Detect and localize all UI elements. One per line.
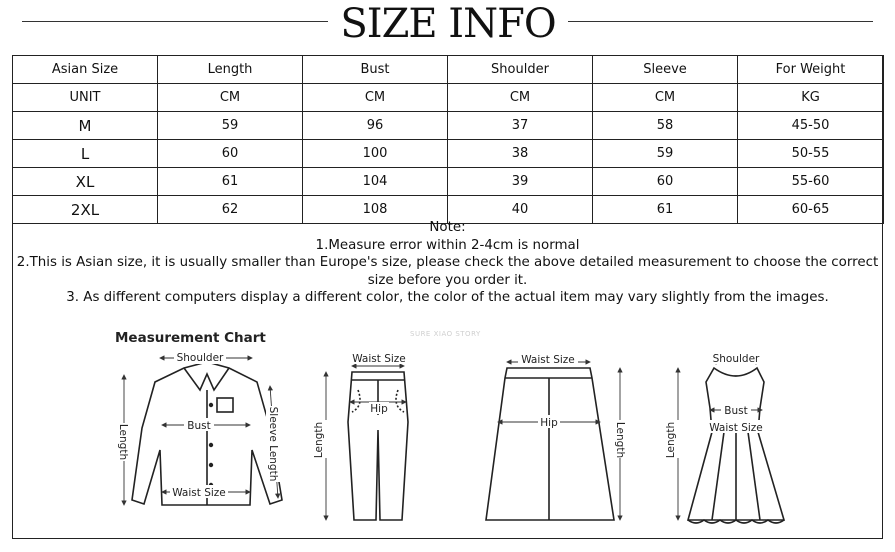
- table-cell: 55-60: [738, 168, 884, 196]
- note-line-2: 2.This is Asian size, it is usually smaller than Europe's size, please check the above detailed measurement to choose the correct size before you order it.: [16, 255, 879, 288]
- pants-hip-label: Hip: [370, 403, 388, 415]
- unit-cell: CM: [593, 84, 738, 112]
- notes-heading: Note:: [429, 220, 466, 235]
- table-unit-row: [13, 84, 884, 112]
- table-header-row: [13, 56, 884, 84]
- unit-cell: CM: [158, 84, 303, 112]
- table-cell: 37: [448, 112, 593, 140]
- table-cell: 50-55: [738, 140, 884, 168]
- shirt-waist-label: Waist Size: [172, 487, 226, 499]
- header-cell: For Weight: [738, 56, 884, 84]
- skirt-waist-label: Waist Size: [521, 354, 575, 366]
- unit-cell: UNIT: [13, 84, 158, 112]
- skirt-length-label: Length: [614, 421, 626, 459]
- skirt-diagram: [486, 368, 614, 520]
- pants-measure-lines: [326, 366, 406, 520]
- table-cell: 59: [593, 140, 738, 168]
- watermark: SURE XIAO STORY: [410, 330, 481, 338]
- pants-diagram: [348, 372, 408, 520]
- table-cell: 96: [303, 112, 448, 140]
- pants-length-label: Length: [313, 421, 325, 459]
- shirt-bust-label: Bust: [187, 420, 211, 432]
- header-cell: Bust: [303, 56, 448, 84]
- table-cell: 108: [303, 196, 448, 224]
- title-divider-left: [22, 21, 328, 22]
- table-cell: 45-50: [738, 112, 884, 140]
- garment-diagrams: [12, 320, 883, 535]
- note-line-1: 1.Measure error within 2-4cm is normal: [315, 237, 580, 253]
- header-cell: Sleeve: [593, 56, 738, 84]
- dress-bust-label: Bust: [724, 405, 748, 417]
- pants-waist-label: Waist Size: [352, 353, 406, 365]
- table-cell: 61: [158, 168, 303, 196]
- table-cell: 60: [593, 168, 738, 196]
- dress-shoulder-label: Shoulder: [712, 353, 760, 365]
- size-cell: M: [13, 112, 158, 140]
- table-cell: 40: [448, 196, 593, 224]
- table-cell: 59: [158, 112, 303, 140]
- notes-section: [12, 219, 883, 307]
- header-cell: Length: [158, 56, 303, 84]
- size-cell: 2XL: [13, 196, 158, 224]
- unit-cell: KG: [738, 84, 884, 112]
- title-row: [0, 0, 895, 48]
- title-divider-right: [568, 21, 873, 22]
- note-line-3: 3. As different computers display a different color, the color of the actual item may vary slightly from the images.: [66, 290, 829, 305]
- unit-cell: CM: [303, 84, 448, 112]
- shirt-shoulder-label: Shoulder: [176, 352, 224, 364]
- chart-title: Measurement Chart: [115, 330, 266, 346]
- table-cell: 58: [593, 112, 738, 140]
- shirt-length-label: Length: [117, 423, 129, 461]
- measurement-chart: [12, 320, 883, 535]
- table-row: [13, 140, 884, 168]
- table-cell: 61: [593, 196, 738, 224]
- table-cell: 104: [303, 168, 448, 196]
- size-cell: L: [13, 140, 158, 168]
- header-cell: Asian Size: [13, 56, 158, 84]
- unit-cell: CM: [448, 84, 593, 112]
- table-cell: 39: [448, 168, 593, 196]
- shirt-diagram: [132, 362, 282, 505]
- page-title: SIZE INFO: [340, 1, 556, 47]
- header-cell: Shoulder: [448, 56, 593, 84]
- table-row: [13, 112, 884, 140]
- dress-diagram: [688, 368, 784, 523]
- dress-waist-label: Waist Size: [709, 422, 763, 434]
- dress-length-label: Length: [665, 421, 677, 459]
- size-table: [12, 55, 884, 224]
- table-cell: 60-65: [738, 196, 884, 224]
- skirt-hip-label: Hip: [540, 417, 558, 429]
- table-cell: 38: [448, 140, 593, 168]
- shirt-sleeve-label: Sleeve Length: [267, 406, 279, 482]
- table-cell: 100: [303, 140, 448, 168]
- table-cell: 62: [158, 196, 303, 224]
- table-row: [13, 168, 884, 196]
- size-cell: XL: [13, 168, 158, 196]
- table-cell: 60: [158, 140, 303, 168]
